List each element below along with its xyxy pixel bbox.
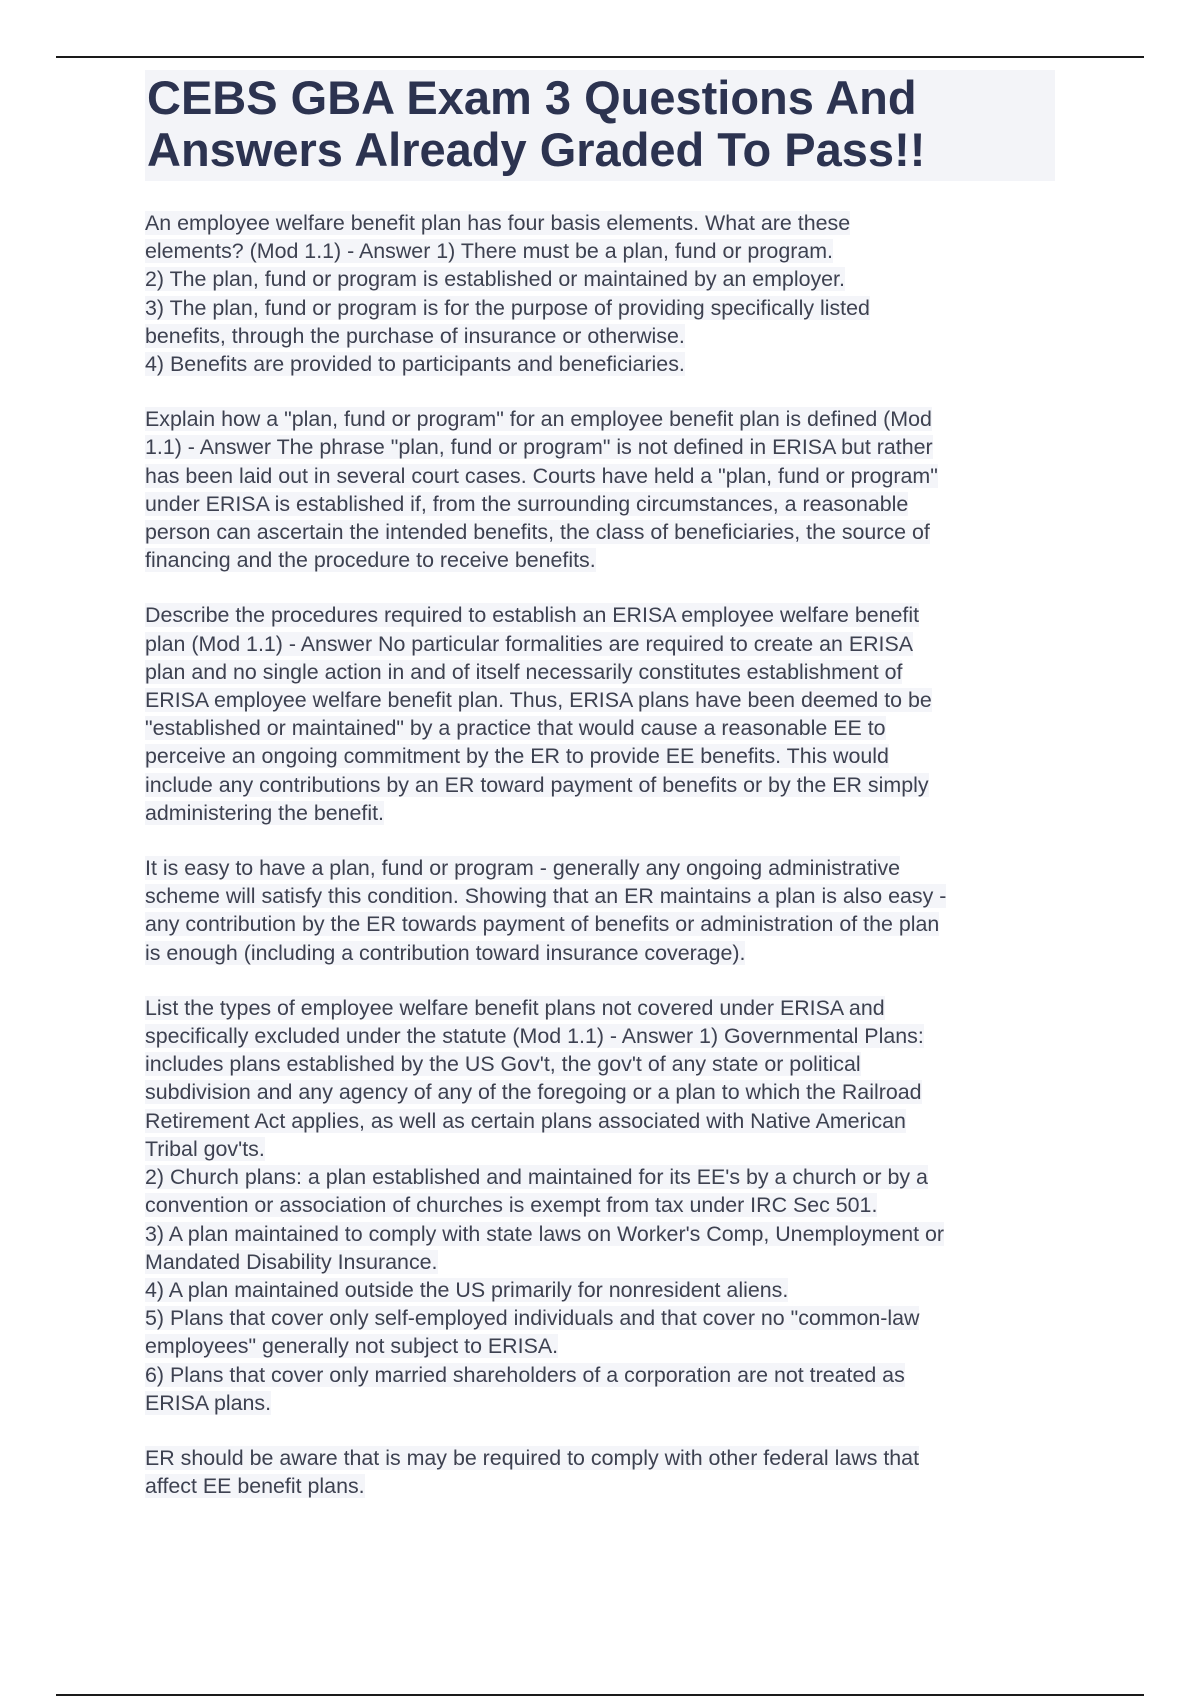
paragraph-line [145, 1472, 1055, 1500]
line-text: 3) A plan maintained to comply with state laws on Worker's Comp, Unemployment or [145, 1221, 945, 1246]
line-text: scheme will satisfy this condition. Showing that an ER maintains a plan is also easy - [145, 884, 947, 909]
paragraph-line [145, 350, 1055, 378]
line-text: affect EE benefit plans. [145, 1474, 365, 1499]
line-text: plan and no single action in and of itself necessarily constitutes establishment of [145, 659, 903, 684]
line-text: Mandated Disability Insurance. [145, 1249, 438, 1274]
paragraph-line [145, 1022, 1055, 1050]
paragraph-line [145, 433, 1055, 461]
paragraph-line [145, 1304, 1055, 1332]
line-text: An employee welfare benefit plan has four basis elements. What are these [145, 211, 851, 235]
line-text: perceive an ongoing commitment by the ER to provide EE benefits. This would [145, 744, 889, 769]
line-text: Describe the procedures required to establish an ERISA employee welfare benefit [145, 603, 920, 628]
paragraph [145, 209, 1055, 378]
line-text: 6) Plans that cover only married shareholders of a corporation are not treated as [145, 1362, 905, 1387]
line-text: 5) Plans that cover only self-employed individuals and that cover no "common-law [145, 1306, 920, 1331]
paragraph-line [145, 854, 1055, 882]
paragraph-line [145, 518, 1055, 546]
paragraph [145, 854, 1055, 967]
paragraph-line [145, 546, 1055, 574]
paragraph [145, 601, 1055, 827]
line-text: employees" generally not subject to ERISA. [145, 1334, 559, 1359]
paragraph-line [145, 294, 1055, 322]
line-text: ER should be aware that is may be required to comply with other federal laws that [145, 1445, 920, 1470]
paragraph-line [145, 799, 1055, 827]
paragraph-line [145, 771, 1055, 799]
line-text: subdivision and any agency of any of the foregoing or a plan to which the Railroad [145, 1080, 922, 1105]
line-text: 1.1) - Answer The phrase "plan, fund or program" is not defined in ERISA but rather [145, 435, 933, 460]
paragraph-line [145, 601, 1055, 629]
paragraph-line [145, 1191, 1055, 1219]
line-text: List the types of employee welfare benefit plans not covered under ERISA and [145, 995, 885, 1020]
paragraph-line [145, 658, 1055, 686]
paragraph-line [145, 742, 1055, 770]
paragraph-line [145, 1444, 1055, 1472]
paragraph-line [145, 1248, 1055, 1276]
paragraph-line [145, 939, 1055, 967]
paragraph-line [145, 1078, 1055, 1106]
line-text: 3) The plan, fund or program is for the purpose of providing specifically listed [145, 295, 870, 320]
line-text: specifically excluded under the statute (Mod 1.1) - Answer 1) Governmental Plans: [145, 1024, 924, 1049]
paragraph-line [145, 910, 1055, 938]
line-text: It is easy to have a plan, fund or program - generally any ongoing administrative [145, 856, 901, 881]
line-text: has been laid out in several court cases. Courts have held a "plan, fund or program" [145, 463, 938, 488]
paragraph-line [145, 882, 1055, 910]
paragraph-line [145, 994, 1055, 1022]
document-body [145, 70, 1055, 1500]
line-text: financing and the procedure to receive benefits. [145, 548, 596, 573]
paragraph [145, 405, 1055, 574]
line-text: 2) The plan, fund or program is established or maintained by an employer. [145, 267, 845, 292]
line-text: any contribution by the ER towards payment of benefits or administration of the plan [145, 912, 940, 937]
line-text: benefits, through the purchase of insurance or otherwise. [145, 323, 685, 348]
paragraph-line [145, 1332, 1055, 1360]
line-text: ERISA employee welfare benefit plan. Thus, ERISA plans have been deemed to be [145, 688, 932, 713]
line-text: convention or association of churches is exempt from tax under IRC Sec 501. [145, 1193, 878, 1218]
line-text: person can ascertain the intended benefits, the class of beneficiaries, the source of [145, 520, 930, 545]
paragraph-line [145, 1389, 1055, 1417]
paragraph-line [145, 322, 1055, 350]
paragraph-line [145, 714, 1055, 742]
paragraph-line [145, 1361, 1055, 1389]
top-rule [56, 56, 1144, 58]
paragraph-line [145, 1135, 1055, 1163]
paragraph-list [145, 209, 1055, 1500]
paragraph-line [145, 1220, 1055, 1248]
paragraph-line [145, 209, 1055, 237]
paragraph-line [145, 1107, 1055, 1135]
paragraph-line [145, 1163, 1055, 1191]
line-text: ERISA plans. [145, 1390, 272, 1415]
line-text: elements? (Mod 1.1) - Answer 1) There must be a plan, fund or program. [145, 239, 833, 264]
line-text: includes plans established by the US Gov't, the gov't of any state or political [145, 1052, 861, 1077]
line-text: administering the benefit. [145, 800, 385, 825]
bottom-rule [56, 1694, 1144, 1696]
paragraph-line [145, 490, 1055, 518]
line-text: plan (Mod 1.1) - Answer No particular formalities are required to create an ERISA [145, 631, 914, 656]
paragraph-line [145, 405, 1055, 433]
paragraph-line [145, 630, 1055, 658]
paragraph [145, 994, 1055, 1417]
paragraph [145, 1444, 1055, 1500]
line-text: 4) A plan maintained outside the US primarily for nonresident aliens. [145, 1277, 789, 1302]
line-text: include any contributions by an ER toward payment of benefits or by the ER simply [145, 772, 929, 797]
paragraph-line [145, 462, 1055, 490]
line-text: Tribal gov'ts. [145, 1136, 265, 1161]
paragraph-line [145, 1276, 1055, 1304]
paragraph-line [145, 686, 1055, 714]
line-text: 4) Benefits are provided to participants and beneficiaries. [145, 352, 685, 377]
line-text: Retirement Act applies, as well as certain plans associated with Native American [145, 1108, 906, 1133]
title-line: Answers Already Graded To Pass!! [147, 123, 926, 176]
line-text: is enough (including a contribution toward insurance coverage). [145, 940, 746, 965]
line-text: Explain how a "plan, fund or program" for an employee benefit plan is defined (Mod [145, 407, 932, 432]
line-text: "established or maintained" by a practice that would cause a reasonable EE to [145, 716, 886, 741]
paragraph-line [145, 265, 1055, 293]
paragraph-line [145, 237, 1055, 265]
title-line: CEBS GBA Exam 3 Questions And [147, 71, 917, 124]
document-title [145, 70, 1055, 181]
paragraph-line [145, 1050, 1055, 1078]
line-text: 2) Church plans: a plan established and maintained for its EE's by a church or by a [145, 1165, 928, 1190]
line-text: under ERISA is established if, from the surrounding circumstances, a reasonable [145, 491, 909, 516]
